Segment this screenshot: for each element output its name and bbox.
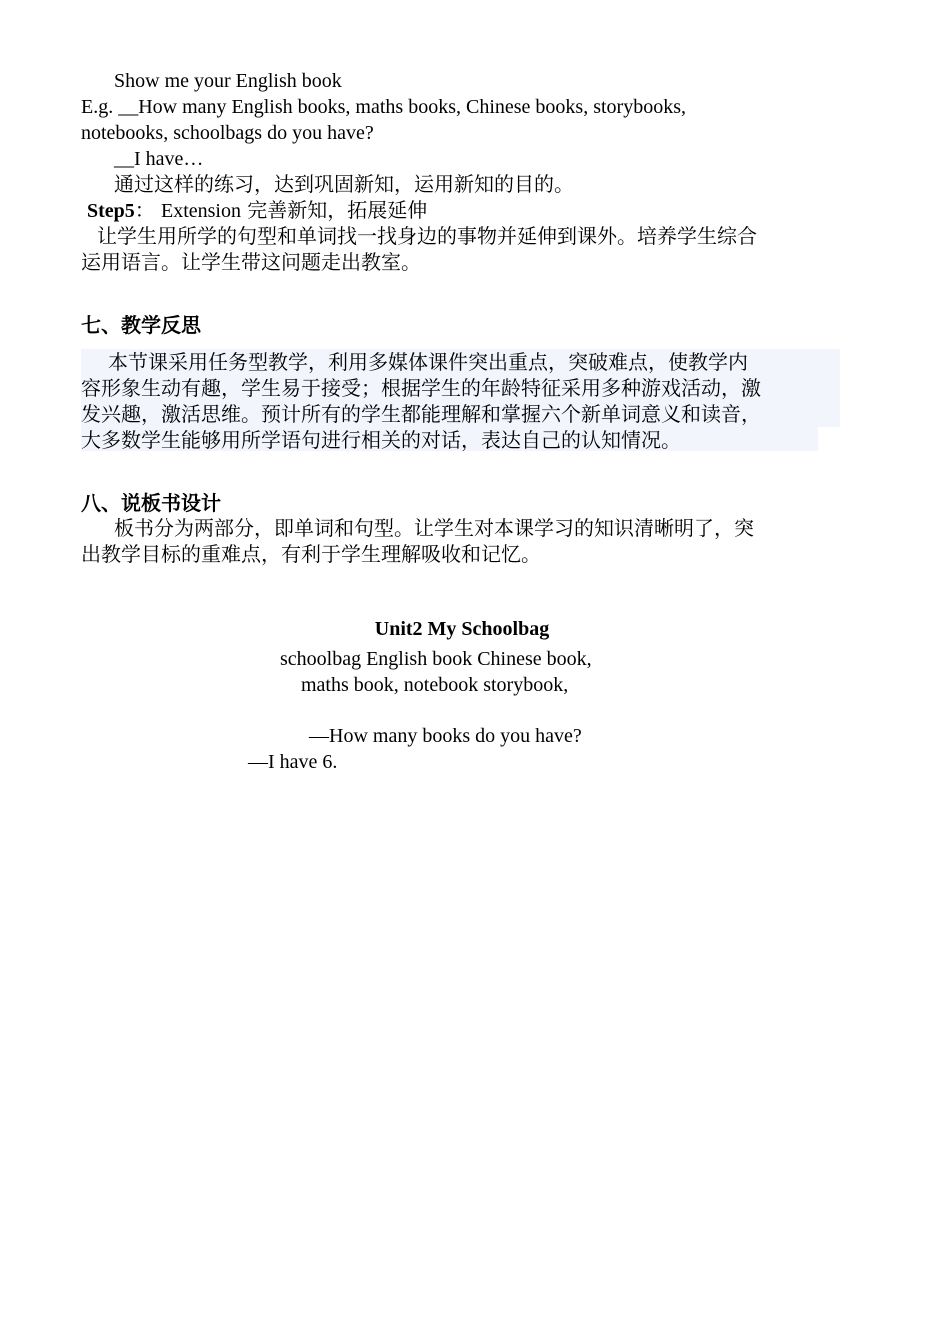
step5-label: Step5 xyxy=(87,200,135,222)
text-line: 运用语言。让学生带这问题走出教室。 xyxy=(81,250,421,274)
text-line: Show me your English book xyxy=(114,70,342,92)
text-line: 通过这样的练习，达到巩固新知，运用新知的目的。 xyxy=(114,172,574,196)
text-line: 让学生用所学的句型和单词找一找身边的事物并延伸到课外。培养学生综合 xyxy=(97,224,757,248)
text-line: E.g. __How many English books, maths books, Chinese books, storybooks, xyxy=(81,96,686,118)
paragraph-line: 板书分为两部分，即单词和句型。让学生对本课学习的知识清晰明了，突 xyxy=(114,516,754,540)
paragraph-line: 本节课采用任务型教学，利用多媒体课件突出重点，突破难点，使教学内 xyxy=(108,350,748,374)
step5-line xyxy=(87,197,427,224)
step5-extension: Extension xyxy=(161,200,241,222)
text-line: notebooks, schoolbags do you have? xyxy=(81,122,374,144)
step5-title: 完善新知，拓展延伸 xyxy=(247,198,428,222)
text-line: __I have… xyxy=(114,148,204,170)
board-title: Unit2 My Schoolbag xyxy=(374,618,550,640)
section-heading-board-design: 八、说板书设计 xyxy=(81,491,221,515)
paragraph-line: 大多数学生能够用所学语句进行相关的对话，表达自己的认知情况。 xyxy=(81,428,681,452)
board-answer: —I have 6. xyxy=(248,751,338,773)
paragraph-line: 容形象生动有趣，学生易于接受；根据学生的年龄特征采用多种游戏活动，激 xyxy=(81,376,761,400)
section-heading-reflection: 七、教学反思 xyxy=(81,313,201,337)
board-words-line: maths book, notebook storybook, xyxy=(301,674,569,696)
paragraph-line: 发兴趣，激活思维。预计所有的学生都能理解和掌握六个新单词意义和读音， xyxy=(81,402,761,426)
paragraph-line: 出教学目标的重难点，有利于学生理解吸收和记忆。 xyxy=(81,542,541,566)
board-words-line: schoolbag English book Chinese book, xyxy=(280,648,592,670)
step5-colon: ： xyxy=(134,198,155,222)
board-question: —How many books do you have? xyxy=(309,725,582,747)
